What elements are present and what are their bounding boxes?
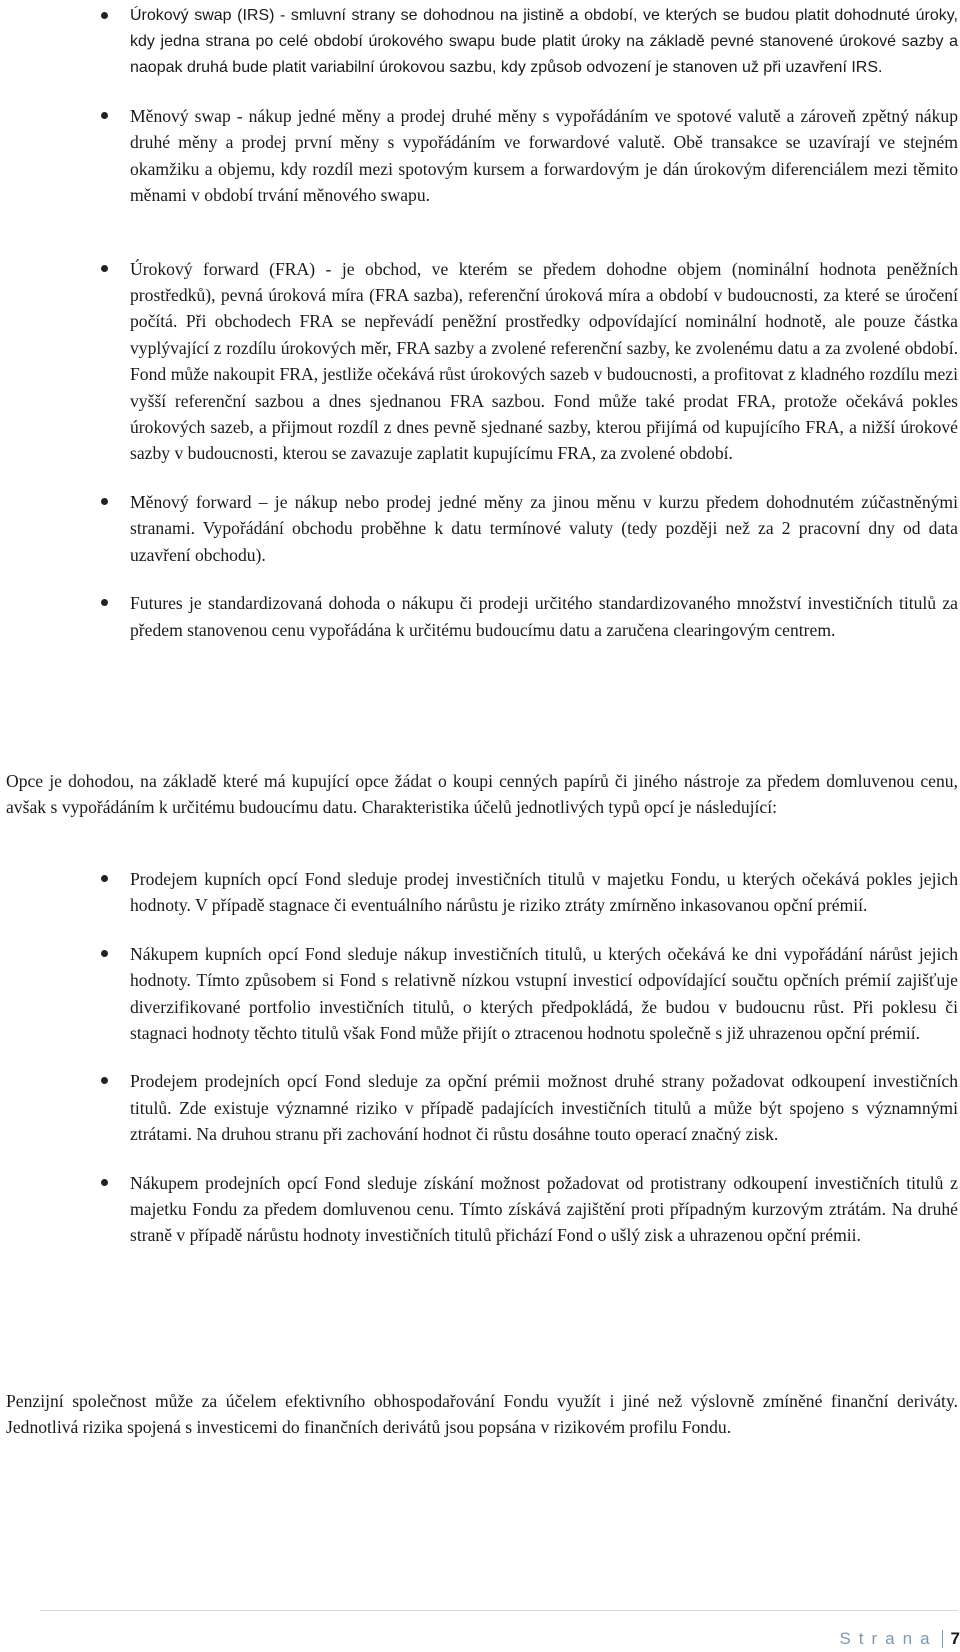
list-item-selling-puts: Prodejem prodejních opcí Fond sleduje za opční prémii možnost druhé strany požadovat odkoupení investičních titulů. Zde existuje významné riziko v případě padajících investičních titulů a může být spojeno s významnými ztrátami. Na druhou stranu při zachování hodnot či růstu dosáhne touto operací značný zisk.: [102, 1068, 958, 1147]
list-item-buying-puts: Nákupem prodejních opcí Fond sleduje získání možnost požadovat od protistrany odkoupení investičních titulů z majetku Fondu za předem domluvenou cenu. Tímto získává zajištění proti případným kurzovým ztrátám. Na druhé straně v případě nárůstu hodnoty investičních titulů přichází Fond o ušlý zisk a uhrazenou opční prémii.: [102, 1170, 958, 1249]
list-item-selling-calls: Prodejem kupních opcí Fond sleduje prodej investičních titulů v majetku Fondu, u kterých očekává pokles jejich hodnoty. V případě stagnace či eventuálního nárůstu je riziko ztráty zmírněno inkasovanou opční prémií.: [102, 866, 958, 919]
list-item-buying-calls: Nákupem kupních opcí Fond sleduje nákup investičních titulů, u kterých očekává ke dni vypořádání nárůst jejich hodnoty. Tímto způsobem si Fond s relativně nízkou vstupní investicí odpovídající součtu opčních prémií zajišťuje diverzifikované portfolio investičních titulů, o kterých předpokládá, že budou v budoucnu růst. Při poklesu či stagnaci hodnoty těchto titulů však Fond může přijít o ztracenou hodnotu společně s již uhrazenou opční prémií.: [102, 941, 958, 1047]
footer-divider: [40, 1610, 958, 1611]
currency-swap-definition: Měnový swap - nákup jedné měny a prodej druhé měny s vypořádáním ve spotové valutě a zároveň zpětný nákup druhé měny a prodej první měny s vypořádáním ve forwardové valutě.: [130, 106, 958, 153]
page-footer: [839, 1626, 960, 1652]
list-item-irs: Úrokový swap (IRS) - smluvní strany se dohodnou na jistině a období, ve kterých se budou platit dohodnuté úroky, kdy jedna strana po celé období úrokového swapu bude platit úroky na základě pevné stanovené úrokové sazby a naopak druhá bude platit variabilní úrokovou sazbu, kdy způsob odvození je stanoven už při uzavření IRS.: [102, 3, 958, 81]
list-item-futures: Futures je standardizovaná dohoda o nákupu či prodeji určitého standardizovaného množství investičních titulů za předem stanovenou cenu vypořádána k určitému budoucímu datu a zaručena clearingovým centrem.: [102, 590, 958, 643]
closing-paragraph: Penzijní společnost může za účelem efektivního obhospodařování Fondu využít i jiné než výslovně zmíněné finanční deriváty. Jednotlivá rizika spojená s investicemi do finančních derivátů jsou popsána v rizikovém profilu Fondu.: [6, 1391, 958, 1438]
page-number: 7: [950, 1629, 960, 1648]
list-item-fra: Úrokový forward (FRA) - je obchod, ve kterém se předem dohodne objem (nominální hodnota peněžních prostředků), pevná úroková míra (FRA sazba), referenční úroková míra a období v budoucnosti, za které se úročení počítá. Při obchodech FRA se nepřevádí peněžní prostředky odpovídající nominální hodnotě, ale pouze částka vyplývající z rozdílu úrokových měr, FRA sazby a zvolené referenční sazby, ke zvolenému datu a za zvolené období. Fond může nakoupit FRA, jestliže očekává růst úrokových sazeb v budoucnosti, a profitovat z kladného rozdílu mezi vyšší referenční sazbou a dnes sjednanou FRA sazbou. Fond může také prodat FRA, protože očekává pokles úrokových sazeb, a přijmout rozdíl z dnes pevně sjednané sazby, kterou přijímá od kupujícího FRA, a nižší úrokové sazby v budoucnosti, kterou se zavazuje zaplatit kupujícímu FRA, za zvolené období.: [102, 256, 958, 467]
options-list: [102, 866, 958, 1249]
footer-page-label: Strana: [839, 1629, 938, 1648]
list-item-currency-forward: Měnový forward – je nákup nebo prodej jedné měny za jinou měnu v kurzu předem dohodnutém zúčastněnými stranami. Vypořádání obchodu proběhne k datu termínové valuty (tedy později než za 2 pracovní dny od data uzavření obchodu).: [102, 489, 958, 568]
footer-separator: [942, 1630, 943, 1648]
options-intro-paragraph: Opce je dohodou, na základě které má kupující opce žádat o koupi cenných papírů či jiného nástroje za předem domluvenou cenu, avšak s vypořádáním k určitému budoucímu datu. Charakteristika účelů jednotlivých typů opcí je následující:: [6, 771, 958, 818]
derivatives-list: [102, 3, 958, 643]
currency-swap-detail: Obě transakce se uzavírají ve stejném okamžiku a objemu, kdy rozdíl mezi spotovým kursem a forwardovým je dán úrokovým diferenciálem mezi těmito měnami v období trvání měnového swapu.: [130, 132, 958, 206]
list-item-currency-swap: [102, 103, 958, 209]
